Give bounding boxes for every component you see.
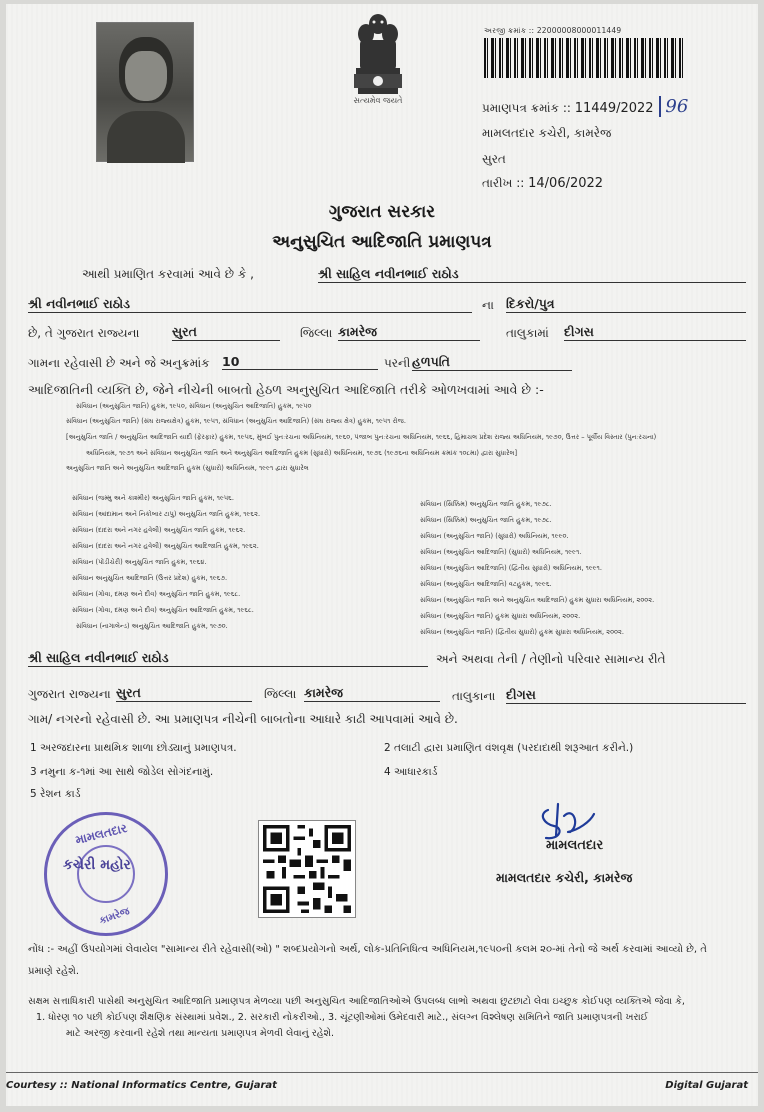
taluka-label: તાલુકામાં (506, 326, 549, 340)
order-left-4: સંવિધાન (દાદરા અને નગર હવેલી) અનુસુચિત આદિજાતિ હુકમ, ૧૯૬૨. (72, 542, 259, 550)
order-left-5: સંવિધાન (પોંડીચેરી) અનુસુચિત જાતિ હુકમ, ૧૯૬૪. (72, 558, 207, 566)
note-2-cont: 1. ધોરણ ૧૦ પછી કોઈપણ શૈક્ષણિક સંસ્થામાં પ્રવેશ., 2. સરકારી નોકરીઓ., 3. ચૂંટણીઓમાં ઉમેદવારી માટે., સંલગ્ન વિશ્લેષણ સમિતિને જાતિ પ્રમાણપત્રની ખરાઈ (36, 1012, 649, 1023)
order-right-2: સંવિધાન (સિક્કિમ) અનુસુચિત જાતિ હુકમ, ૧૯૭૮. (420, 516, 552, 524)
order-right-4: સંવિધાન (અનુસુચિત આદિજાતિ) (સુધારો) અધિનિયમ, ૧૯૯૧. (420, 548, 582, 556)
village2-value: દીગસ (506, 687, 746, 704)
family-text: અને અથવા તેની / તેણીનો પરિવાર સામાન્ય રીતે (436, 652, 666, 666)
signatory-title: મામલતદાર (546, 838, 604, 853)
relation: દિકરો/પુત્ર (506, 296, 746, 313)
parni-label: પરની (384, 356, 411, 370)
order-top-1: સંવિધાન (અનુસુચિત જાતિ) હુકમ, ૧૯૫૦, સંવિધાન (અનુસુચિત આદિજાતિ) હુકમ, ૧૯૫૦ (76, 402, 312, 410)
tribe-name: હળપતિ (412, 354, 572, 371)
district-value: સુરત (172, 324, 280, 341)
order-top-4: અધિનિયમ, ૧૯૭૧ અને સંવિધાન અનુસુચિત જાતિ અને અનુસુચિત આદિજાતિ હુકમ (સુધારો) અધિનિયમ, ૧૯૭૬ (૧૯૭૬ના અધિનિયમ ક્રમાંક ૧૦૮મા) દ્વારા સુધારેલ] (86, 449, 518, 457)
order-right-5: સંવિધાન (અનુસુચિત આદિજાતિ) (દ્વિતીય સુધારો) અધિનિયમ, ૧૯૯૧. (420, 564, 603, 572)
applicant-photo (96, 22, 194, 162)
jilla2-label: જિલ્લા (264, 687, 297, 701)
taluka-value: કામરેજ (338, 324, 480, 341)
note-1-cont: પ્રમાણે રહેશે. (28, 966, 80, 977)
father-name: શ્રી નવીનભાઈ રાઠોડ (28, 296, 472, 313)
applicant-name: શ્રી સાહિલ નવીનભાઈ રાઠોડ (318, 266, 746, 283)
state2-prefix: ગુજરાત રાજ્યના (28, 687, 111, 701)
footer-divider (6, 1072, 758, 1073)
order-right-3: સંવિધાન (અનુસુચિત જાતિ) (સુધારો) અધિનિયમ, ૧૯૯૦. (420, 532, 569, 540)
note-2: સક્ષમ સત્તાધિકારી પાસેથી અનુસુચિત આદિજાતિ પ્રમાણપત્ર મેળવ્યા પછી અનુસુચિત આદિજાતિઓએ ઉપલબ્ધ લાભો અથવા છુટછાટો લેવા ઇચ્છુક કોઈપણ વ્યક્તિએ જેવા કે, (28, 996, 685, 1007)
order-left-8: સંવિધાન (ગોવા, દમણ અને દીવ) અનુસુચિત આદિજાતિ હુકમ, ૧૯૬૮. (72, 606, 254, 614)
qr-code (258, 820, 356, 918)
certificate-title: અનુસુચિત આદિજાતિ પ્રમાણપત્ર (272, 232, 492, 252)
application-number-label: અરજી ક્રમાંક :: 22000008000011449 (484, 26, 622, 35)
national-emblem-icon (346, 10, 410, 110)
order-top-2: સંવિધાન (અનુસુચિત જાતિ) (સંઘ રાજ્યક્ષેત્ર) હુકમ, ૧૯૫૧, સંવિધાન (અનુસુચિત આદિજાતિ) (સંઘ રાજ્ય ક્ષેત્ર) હુકમ, ૧૯૫૧ રોજ. (66, 417, 406, 425)
certify-prefix: આથી પ્રમાણિત કરવામાં આવે છે કે , (82, 267, 254, 281)
footer-courtesy: Courtesy :: National Informatics Centre, Gujarat (6, 1080, 277, 1091)
issue-date: તારીખ :: 14/06/2022 (482, 176, 604, 191)
satyamev-jayate: સત્યમેવ જયતે (353, 96, 403, 105)
order-right-6: સંવિધાન (અનુસુચિત આદિજાતિ) વટહુકમ, ૧૯૯૬. (420, 580, 552, 588)
basis-line: ગામ/ નગરનો રહેવાસી છે. આ પ્રમાણપત્ર નીચેની બાબતોના આધારે કાઢી આપવામાં આવે છે. (28, 712, 458, 726)
note-2-end: માટે અરજી કરવાની રહેશે તથા માન્યતા પ્રમાણપત્ર મેળવી લેવાનું રહેશે. (66, 1028, 335, 1039)
order-left-9: સંવિધાન (નાગાલેન્ડ) અનુસુચિત આદિજાતિ હુકમ, ૧૯૭૦. (76, 622, 228, 630)
issuing-place: સુરત (482, 152, 506, 166)
order-left-3: સંવિધાન (દાદરા અને નગર હવેલી) અનુસુચિત જાતિ હુકમ, ૧૯૬૨. (72, 526, 246, 534)
taluka2-label: તાલુકાના (452, 689, 496, 703)
certificate-page (6, 4, 758, 1106)
document-item-2: 2 તલાટી દ્વારા પ્રમાણિત વંશવૃક્ષ (પરદાદાથી શરૂઆત કરીને.) (384, 742, 634, 754)
document-item-5: 5 રેશન કાર્ડ (30, 788, 81, 800)
applicant-name-2: શ્રી સાહિલ નવીનભાઈ રાઠોડ (28, 650, 428, 667)
order-right-9: સંવિધાન (અનુસુચિત જાતિ) (દ્વિતીય સુધારો) હુકમ સુધારા અધિનિયમ, ૨૦૦૨. (420, 628, 624, 636)
serial-number: 10 (222, 354, 378, 370)
footer-brand: Digital Gujarat (665, 1080, 748, 1091)
barcode (484, 38, 684, 78)
document-item-3: 3 નમુના ક-૧માં આ સાથે જોડેલ સોગંદનામું. (30, 766, 214, 778)
note-1: નોંધ :- અહીં ઉપયોગમાં લેવાયેલ "સામાન્ય રીતે રહેવાસી(ઓ) " શબ્દપ્રયોગનો અર્થ, લોક-પ્રતિનિધિત્વ અધિનિયમ,૧૯૫૦ની કલમ ૨૦-માં તેનો જે અર્થ કરવામાં આવ્યો છે, તે (28, 944, 707, 955)
state-prefix: છે, તે ગુજરાત રાજ્યના (28, 326, 140, 340)
order-right-8: સંવિધાન (અનુસુચિત જાતિ) હુકમ સુધારા અધિનિયમ, ૨૦૦૨. (420, 612, 581, 620)
order-top-5: અનુસુચિત જાતિ અને અનુસુચિત આદિજાતિ હુકમ (સુધારો) અધિનિયમ, ૧૯૯૧ દ્વારા સુધારેલ (66, 464, 309, 472)
na-label: ના (482, 298, 494, 312)
village-value: દીગસ (564, 324, 746, 341)
order-right-1: સંવિધાન (સિક્કિમ) અનુસુચિત જાતિ હુકમ, ૧૯૭૮. (420, 500, 552, 508)
document-item-1: 1 અરજદારના પ્રાથમિક શાળા છોડ્યાનું પ્રમાણપત્ર. (30, 742, 237, 754)
government-title: ગુજરાત સરકાર (328, 202, 436, 222)
order-top-3: [અનુસુચિત જાતિ / અનુસુચિત આદિજાતિ યાદી (ફેરફાર) હુકમ, ૧૯૫૬, મુંબઈ પુનઃરચના અધિનિયમ, ૧૯૬૦, પંજાબ પુનઃરચના અધિનિયમ, ૧૯૬૬, હિમાચલ પ્રદેશ રાજ્ય અધિનિયમ, ૧૯૭૦, ઉત્તર – પૂર્વીય વિસ્તાર (પુનઃરચના) (66, 433, 657, 441)
resident-prefix: ગામના રહેવાસી છે અને જે અનુક્રમાંક (28, 356, 210, 370)
certificate-number: પ્રમાણપત્ર ક્રમાંક :: 11449/2022 96 (482, 96, 689, 117)
issuing-office: મામલતદાર કચેરી, કામરેજ (482, 126, 612, 140)
tribe-line: આદિજાતિની વ્યક્તિ છે, જેને નીચેની બાબતો હેઠળ અનુસુચિત આદિજાતિ તરીકે ઓળખવામાં આવે છે :- (28, 382, 544, 397)
order-left-2: સંવિધાન (આંદામાન અને નિકોબાર ટાપુ) અનુસુચિત જાતિ હુકમ, ૧૯૬૨. (72, 510, 261, 518)
district2-value: સુરત (116, 685, 252, 702)
jilla-label: જિલ્લા (300, 326, 333, 340)
order-right-7: સંવિધાન (અનુસુચિત જાતિ અને અનુસુચિત આદિજાતિ) હુકમ સુધારા અધિનિયમ, ૨૦૦૨. (420, 596, 655, 604)
order-left-1: સંવિધાન (જમ્મુ અને કાશ્મીર) અનુસુચિત જાતિ હુકમ, ૧૯૫૬. (72, 494, 234, 502)
document-item-4: 4 આધારકાર્ડ (384, 766, 438, 778)
official-seal: મામલતદાર કચેરી મહોર કામરેજ (44, 812, 168, 936)
order-left-7: સંવિધાન (ગોવા, દમણ અને દીવ) અનુસુચિત જાતિ હુકમ, ૧૯૬૮. (72, 590, 241, 598)
order-left-6: સંવિધાન અનુસુચિત આદિજાતિ (ઉત્તર પ્રદેશ) હુકમ, ૧૯૬૭. (72, 574, 228, 582)
taluka2-value: કામરેજ (304, 685, 440, 702)
handwritten-number: 96 (659, 96, 688, 117)
signatory-office: મામલતદાર કચેરી, કામરેજ (496, 870, 633, 885)
